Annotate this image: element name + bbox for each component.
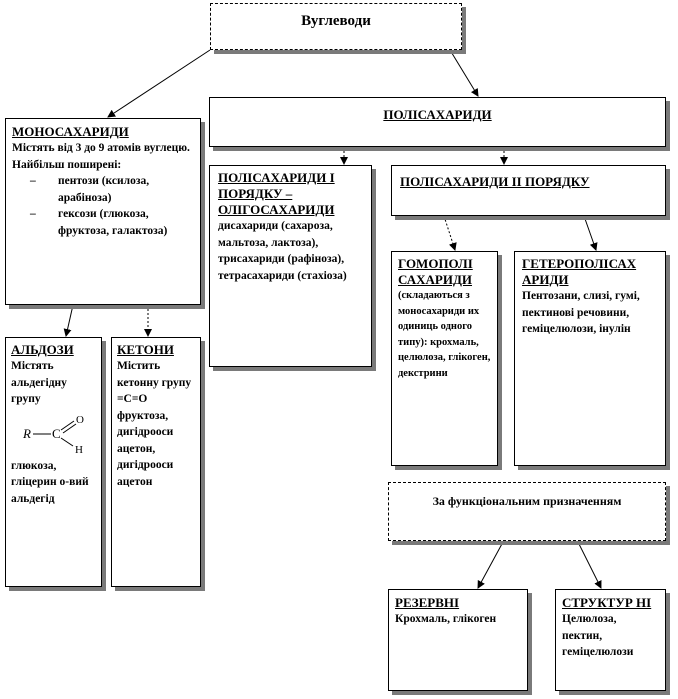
homo-title: ГОМОПОЛІ САХАРИДИ bbox=[398, 256, 473, 287]
structural-title: СТРУКТУР НІ bbox=[562, 595, 652, 610]
formula-h: H bbox=[75, 443, 83, 456]
arrow-mono-to-aldoses bbox=[66, 305, 73, 336]
homo-description: (складаються з моносахариди их одиниць одного типу): крохмаль, целюлоза, глікоген, декстрини bbox=[398, 290, 491, 379]
homo-node bbox=[391, 251, 498, 466]
function-node bbox=[388, 482, 666, 541]
aldoses-description: Містять альдегідну групу bbox=[11, 360, 67, 405]
formula-o: O bbox=[76, 413, 84, 426]
monosaccharides-node bbox=[5, 118, 201, 305]
aldehyde-formula-icon bbox=[17, 410, 97, 458]
arrow-func-to-structural bbox=[578, 542, 601, 588]
arrow-root-to-poly bbox=[450, 50, 478, 96]
polysaccharides-title: ПОЛІСАХАРИДИ bbox=[383, 107, 492, 122]
poly-second-node bbox=[391, 165, 666, 216]
aldoses-title: АЛЬДОЗИ bbox=[11, 342, 74, 357]
monosaccharides-item: – пентози (ксилоза, арабіноза) bbox=[22, 173, 194, 206]
poly-first-title: ПОЛІСАХАРИДИ І ПОРЯДКУ – ОЛІГОСАХАРИДИ bbox=[218, 170, 335, 217]
reserve-description: Крохмаль, глікоген bbox=[395, 613, 497, 625]
formula-r: R bbox=[23, 425, 31, 441]
polysaccharides-node bbox=[209, 97, 666, 147]
poly-first-description: дисахариди (сахароза, мальтоза, лактоза), трисахариди (рафіноза), тетрасахариди (стахіоза) bbox=[218, 220, 347, 282]
poly-first-node bbox=[209, 165, 372, 367]
arrow-root-to-mono bbox=[108, 50, 210, 117]
svg-text:C: C bbox=[52, 425, 61, 441]
hetero-node bbox=[514, 251, 666, 466]
structural-node bbox=[555, 589, 666, 691]
root-node bbox=[210, 3, 462, 50]
ketoses-title: КЕТОНИ bbox=[117, 342, 174, 357]
arrow-second-to-hetero bbox=[584, 216, 596, 250]
reserve-title: РЕЗЕРВНІ bbox=[395, 595, 460, 610]
monosaccharides-description: Містять від 3 до 9 атомів вуглецю. Найбільш поширені: bbox=[12, 142, 190, 171]
monosaccharides-title: МОНОСАХАРИДИ bbox=[12, 124, 129, 139]
ketoses-node bbox=[111, 337, 201, 587]
ketoses-description: Містить кетонну групу =С=О фруктоза, дигідрооси ацетон, дигідрооси ацетон bbox=[117, 360, 192, 488]
structural-description: Целюлоза, пектин, геміцелюлози bbox=[562, 613, 634, 658]
hetero-title: ГЕТЕРОПОЛІСАХ АРИДИ bbox=[522, 256, 637, 287]
hetero-description: Пентозани, слизі, гумі, пектинові речовини, геміцелюлози, інулін bbox=[522, 290, 640, 335]
aldoses-examples: глюкоза, гліцерин о-вий альдегід bbox=[11, 459, 89, 505]
function-title: За функціональним призначенням bbox=[432, 494, 622, 508]
poly-second-title: ПОЛІСАХАРИДИ ІІ ПОРЯДКУ bbox=[400, 174, 590, 189]
arrow-second-to-homo bbox=[444, 216, 455, 250]
reserve-node bbox=[388, 589, 528, 691]
monosaccharides-item: – гексози (глюкоза, фруктоза, галактоза) bbox=[22, 206, 194, 239]
root-title: Вуглеводи bbox=[301, 13, 371, 29]
aldoses-node bbox=[5, 337, 102, 587]
arrow-func-to-reserve bbox=[478, 542, 503, 588]
